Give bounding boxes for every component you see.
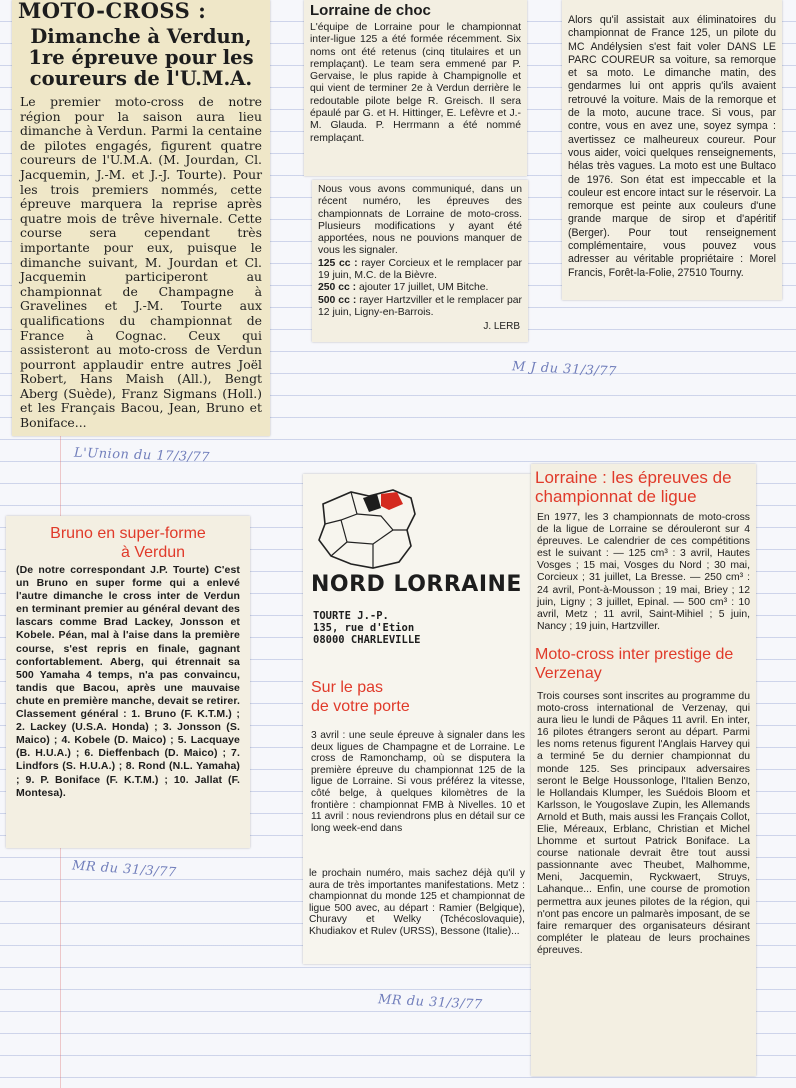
clipping-intro: Nous vous avons communiqué, dans un récent numéro, les épreuves des championnats de Lorraine de moto-cross. Plusieurs modifications y ayant été apportées, nous ne pouvions manquer de vous les signaler. [318,184,522,257]
calendar-line-label: 500 cc : [318,294,357,306]
clipping-body: 3 avril : une seule épreuve à signaler dans les deux ligues de Champagne et de Lorraine. Le cross de Ramonchamp, où se disputera la première épreuve du championnat 125 de la ligue de Lorraine. Si vous préférez la vitesse, côté belge, à quelques kilomètres de la frontière : championnat FMB à Nivelles. 10 et 11 avril : nous reviendrons plus en détail sur ce long week-end dans [311,730,525,834]
handwritten-note-union: L'Union du 17/3/77 [73,445,211,466]
handwritten-note-mj: M J du 31/3/77 [511,359,618,380]
clipping-body: En 1977, les 3 championnats de moto-cross de la ligue de Lorraine se dérouleront sur 4 épreuves. Le calendrier de ces compétitions est le suivant : — 125 cm³ : 3 avril, Hautes Vosges ; 15 mai, Vosges du Nord ; 30 mai, Corcieux ; 31 juillet, La Bresse. — 250 cm³ : 24 avril, Pont-à-Mousson ; 19 mai, Briey ; 12 juin, Ligny ; 3 juillet, Epinal. — 500 cm³ : 10 avril, Metz ; 11 avril, Saint-Mihiel ; 5 juin, Nancy ; 19 juin, Hartzviller. [537,512,750,632]
region-dark [363,494,381,512]
clipping-title [311,678,410,716]
contact-address [313,610,420,646]
clipping-kicker: MOTO-CROSS : [18,0,207,23]
calendar-line-label: 250 cc : [318,282,357,294]
address-line: 08000 CHARLEVILLE [313,634,421,646]
clipping-moto-volee [562,0,782,300]
clipping-title: Lorraine de choc [310,2,431,19]
clipping-title-line1: Sur le pas [311,679,384,696]
address-line: 135, rue d'Etion [313,622,415,634]
clipping-body: Alors qu'il assistait aux éliminatoires du championnat de France 125, un pilote du MC Andélysien s'est fait voler DANS LE PARC COUREUR sa voiture, sa remorque et sa moto. Le dimanche matin, des gendarmes lui ont appris qu'ils avaient retrouvé la voiture. Mais de la remorque et de la moto, aucune trace. Si vous, par contre, vous en avez une, soyez sympa : avertissez ce malheureux coureur. Pour vous aider, voici quelques renseignements, hélas très vagues. La moto est une Bultaco de 1976. Son état est impeccable et la couleur est encore intact sur le réservoir. La remorque est peinte aux couleurs d'une grande marque de sirop et d'apéritif (Berger). Pour tout renseignement complémentaire, vous pouvez vous adresser au véritable propriétaire : Morel Francis, Forêt-la-Folie, 27510 Tourny. [568,14,776,279]
handwritten-note-mr-center: MR du 31/3/77 [377,992,484,1013]
calendar-line-text: rayer Corcieux et le remplacer par 19 juin, M.C. de la Bièvre. [318,257,522,282]
calendar-line-500 [312,295,528,320]
clipping-body: L'équipe de Lorraine pour le championnat inter-ligue 125 a été formée récemment. Six noms ont été retenus (cinq titulaires et un remplaçant). Le team sera emmené par P. Gervaise, le plus rapide à Champignolle et qui vient de terminer 2e à Verdun derrière le redoutable pilote belge R. Greisch. Il sera épaulé par G. et H. Hittinger, E. Lefèvre et J.-M. Glauda. P. Herrmann a été nommé remplaçant. [310,22,521,144]
clipping-moto-cross-verdun [12,0,270,436]
brand-name: NORD LORRAINE [311,572,522,597]
clipping-title-line2: de votre porte [311,698,410,715]
clipping-headline: Dimanche à Verdun, 1re épreuve pour les coureurs de l'U.M.A. [28,25,254,90]
calendar-line-250 [312,282,528,294]
clipping-calendrier-modifications [312,180,528,342]
lorraine-map-graphic [311,486,421,572]
calendar-line-label: 125 cc : [318,257,358,269]
clipping-nord-lorraine [303,474,531,964]
clipping-body-continued: le prochain numéro, mais sachez déjà qu'il y aura de très importantes manifestations. Metz : championnat du monde 125 et championnat de ligue 500 avec, au départ : Ramier (Belgique), Churavy et Welky (Tchécoslovaquie), Khudiakov et Rulev (URSS), Bessone (Italie)... [309,868,525,937]
clipping-lorraine-de-choc [304,0,527,176]
address-line: TOURTE J.-P. [313,610,389,622]
region-red [381,492,403,510]
calendar-line-text: rayer Hartzviller et le remplacer par 12 juin, Ligny-en-Barrois. [318,294,522,318]
clipping-title: Lorraine : les épreuves de championnat de ligue [535,468,732,506]
calendar-line-text: ajouter 17 juillet, UM Bitche. [356,282,489,294]
clipping-title-2: Moto-cross inter prestige de Verzenay [535,645,734,682]
clipping-lorraine-epreuves-verzenay [531,464,756,1076]
calendar-line-125 [312,258,528,283]
clipping-bruno-super-forme [6,516,250,848]
handwritten-note-mr-left: MR du 31/3/77 [71,858,178,881]
clipping-body-2: Trois courses sont inscrites au programme du moto-cross international de Verzenay, qui aura lieu le lundi de Pâques 11 avril. En inter, 16 pilotes étrangers seront au départ. Parmi les noms retenus figurent l'Anglais Harvey qui a terminé 5e du dernier championnat du monde 125. Ses principaux adversaires seront le Belge Houssonloge, l'Italien Benzo, le Hollandais Klumper, les Suédois Bloom et Karlsson, le Yougoslave Zupin, les Allemands Arnold et Buth, mais aussi les Français Collot, Elie, Méreaux, Erblanc, Christian et Michel Lhomme et surtout Patrick Boniface. La course nationale devrait être tout aussi passionnante avec Theubet, Malhomme, Meni, Jacquemin, Ryckwaert, Struys, Lahanque... Enfin, une course de promotion permettra aux jeunes pilotes de la région, qui n'ont pas encore un palmarès imposant, de se faire remarquer des organisateurs désirant compléter le plateau de leurs prochaines épreuves. [537,690,750,956]
clipping-title-line2: à Verdun [120,544,186,561]
clipping-body: (De notre correspondant J.P. Tourte) C'est un Bruno en super forme qui a enlevé l'autre dimanche le cross inter de Verdun en terminant premier au général devant des lascars comme Brad Lackey, Jonsson et Kobele. Péan, mal à l'aise dans la première course, s'est repris en finale, gagnant confortablement. Aberg, qui étrennait sa 500 Yamaha 4 temps, n'a pas convaincu, tandis que Bacou, après une mauvaise chute en première manche, devait se retirer. Classement général : 1. Bruno (F. K.T.M.) ; 2. Lackey (U.S.A. Honda) ; 3. Jonsson (S. Maico) ; 4. Kobele (D. Maico) ; 5. Lacquaye (B. H.U.A.) ; 6. Dieffenbach (D. Maico) ; 7. Lindfors (S. H.U.A.) ; 8. Rond (N.L. Yamaha) ; 9. P. Boniface (F. K.T.M.) ; 10. Jallat (F. Montesa). [16,564,240,799]
clipping-signature: J. LERB [483,321,520,333]
clipping-title-line1: Bruno en super-forme [50,525,206,542]
clipping-body: Le premier moto-cross de notre région pour la saison aura lieu dimanche à Verdun. Parmi la centaine de pilotes engagés, figurent quatre coureurs de l'U.M.A. (M. Jourdan, Cl. Jacquemin, J.-M. et J.-J. Tourte). Pour les trois premiers nommés, cette épreuve marquera la reprise après quatre mois de trêve hivernale. Cette course sera cependant très importante pour eux, puisque le dimanche suivant, M. Jourdan et Cl. Jacquemin participeront au championnat de Champagne à Gravelines et J.-M. Tourte aux qualifications du championnat de France à Cognac. Ceux qui assisteront au moto-cross de Verdun pourront applaudir entre autres Joël Robert, Hans Maish (All.), Bengt Aberg (Suède), Franz Sigmans (Holl.) et les Français Bacou, Jean, Bruno et Boniface... [20,94,262,431]
